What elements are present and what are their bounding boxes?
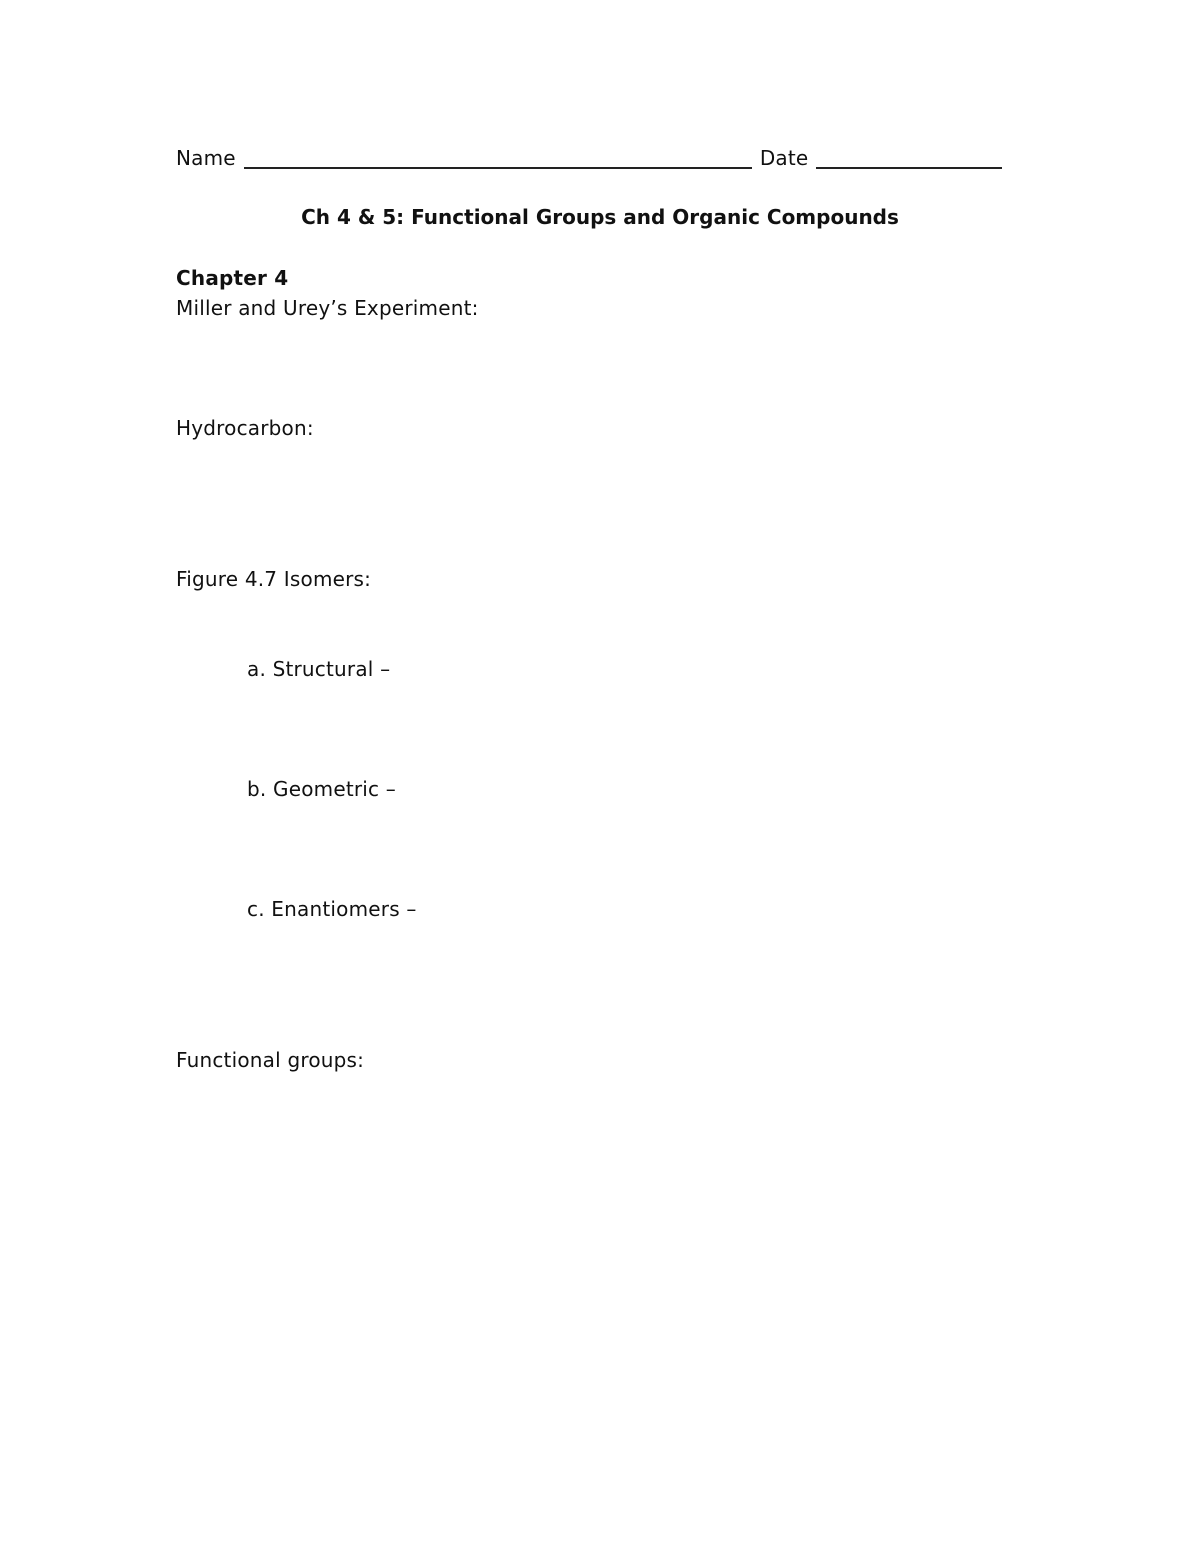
functional-groups-prompt: Functional groups: [176,1048,365,1072]
date-blank[interactable] [816,149,1002,169]
name-blank[interactable] [244,149,752,169]
name-date-line [176,145,1002,171]
geometric-isomer-prompt: b. Geometric – [247,777,397,801]
name-label: Name [176,146,236,170]
miller-urey-prompt: Miller and Urey’s Experiment: [176,296,479,320]
chapter-heading: Chapter 4 [176,266,289,290]
worksheet-title: Ch 4 & 5: Functional Groups and Organic Compounds [301,205,899,229]
date-label: Date [759,146,809,170]
isomers-prompt: Figure 4.7 Isomers: [176,567,372,591]
enantiomers-prompt: c. Enantiomers – [247,897,417,921]
structural-isomer-prompt: a. Structural – [247,657,391,681]
hydrocarbon-prompt: Hydrocarbon: [176,416,314,440]
